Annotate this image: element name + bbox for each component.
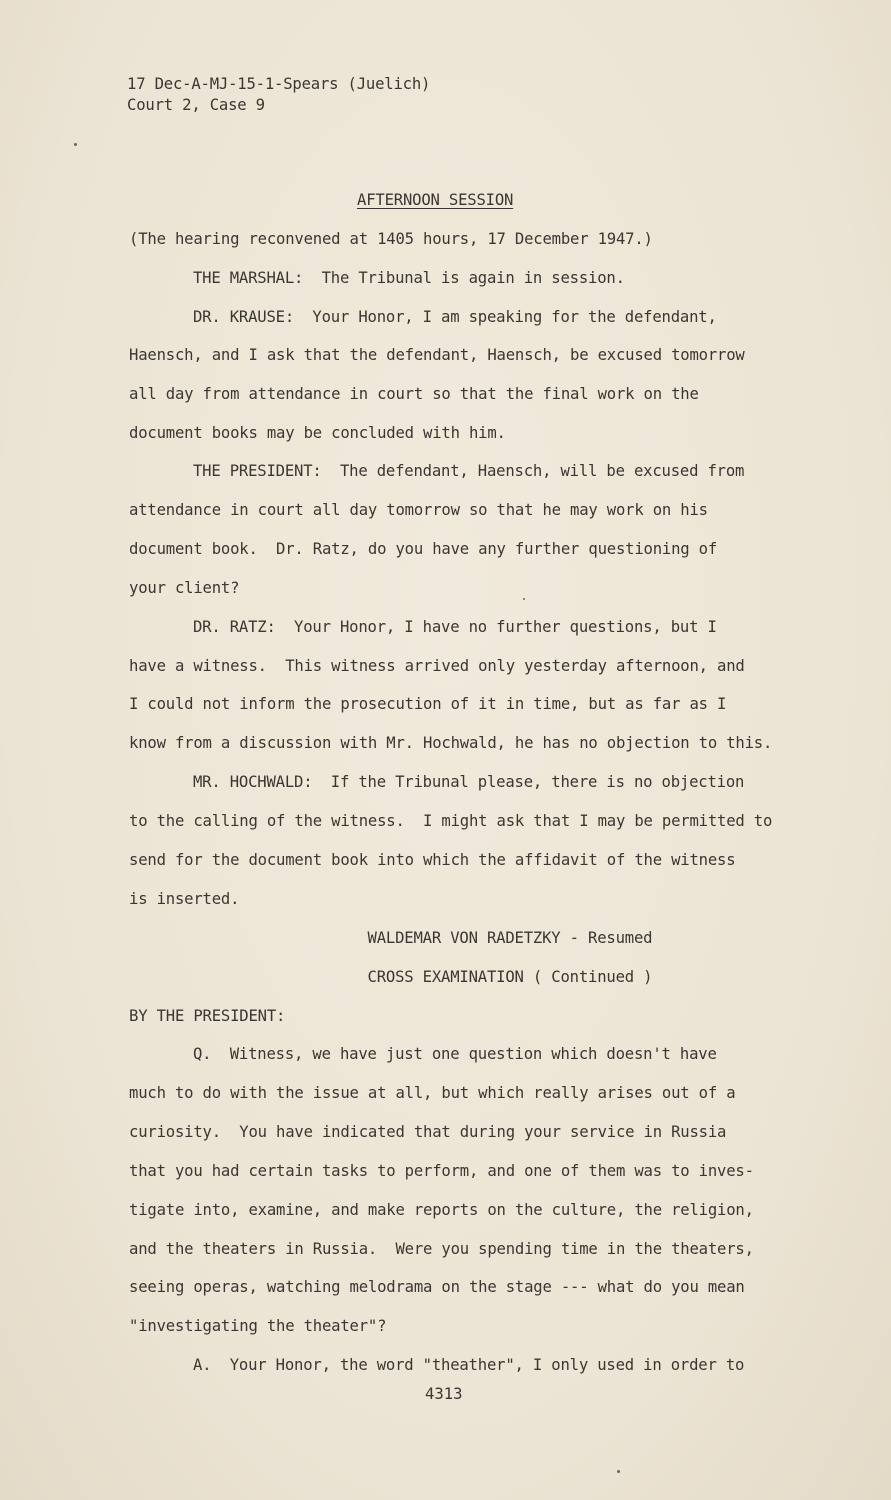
transcript-line: curiosity. You have indicated that during your service in Russia [129, 1123, 727, 1141]
transcript-line: that you had certain tasks to perform, and one of them was to inves- [129, 1162, 754, 1180]
transcript-line: tigate into, examine, and make reports on the culture, the religion, [129, 1201, 754, 1219]
transcript-line: is inserted. [129, 890, 240, 908]
transcript-line: A. Your Honor, the word "theather", I only used in order to [147, 1356, 745, 1374]
examination-heading: CROSS EXAMINATION ( Continued ) [147, 968, 653, 986]
transcript-line: THE MARSHAL: The Tribunal is again in session. [147, 269, 625, 287]
transcript-line: "investigating the theater"? [129, 1317, 387, 1335]
paper-speck [523, 598, 525, 600]
transcript-line: seeing operas, watching melodrama on the stage --- what do you mean [129, 1278, 745, 1296]
paper-speck [74, 143, 77, 146]
transcript-line: to the calling of the witness. I might ask that I may be permitted to [129, 812, 773, 830]
transcript-line: MR. HOCHWALD: If the Tribunal please, there is no objection [147, 773, 745, 791]
page-number: 4313 [425, 1385, 463, 1403]
header-line-2: Court 2, Case 9 [127, 96, 265, 114]
transcript-line: DR. RATZ: Your Honor, I have no further questions, but I [147, 618, 717, 636]
transcript-line: I could not inform the prosecution of it in time, but as far as I [129, 695, 727, 713]
transcript-line: and the theaters in Russia. Were you spending time in the theaters, [129, 1240, 754, 1258]
header-line-1: 17 Dec-A-MJ-15-1-Spears (Juelich) [127, 75, 431, 93]
transcript-line: document books may be concluded with him. [129, 424, 506, 442]
transcript-line: document book. Dr. Ratz, do you have any further questioning of [129, 540, 718, 558]
transcript-line: all day from attendance in court so that the final work on the [129, 385, 699, 403]
transcript-line: know from a discussion with Mr. Hochwald, he has no objection to this. [129, 734, 773, 752]
transcript-line: much to do with the issue at all, but which really arises out of a [129, 1084, 736, 1102]
transcript-line: send for the document book into which the affidavit of the witness [129, 851, 736, 869]
transcript-line: (The hearing reconvened at 1405 hours, 17 December 1947.) [129, 230, 653, 248]
transcript-line: attendance in court all day tomorrow so that he may work on his [129, 501, 708, 519]
transcript-line: Haensch, and I ask that the defendant, Haensch, be excused tomorrow [129, 346, 745, 364]
transcript-line: have a witness. This witness arrived only yesterday afternoon, and [129, 657, 745, 675]
transcript-line: Q. Witness, we have just one question which doesn't have [147, 1045, 717, 1063]
transcript-line: DR. KRAUSE: Your Honor, I am speaking for the defendant, [147, 308, 717, 326]
session-title: AFTERNOON SESSION [357, 191, 514, 209]
transcript-line: BY THE PRESIDENT: [129, 1007, 286, 1025]
witness-heading: WALDEMAR VON RADETZKY - Resumed [147, 929, 653, 947]
transcript-line: THE PRESIDENT: The defendant, Haensch, will be excused from [147, 462, 745, 480]
paper-speck [617, 1470, 620, 1473]
transcript-line: your client? [129, 579, 240, 597]
